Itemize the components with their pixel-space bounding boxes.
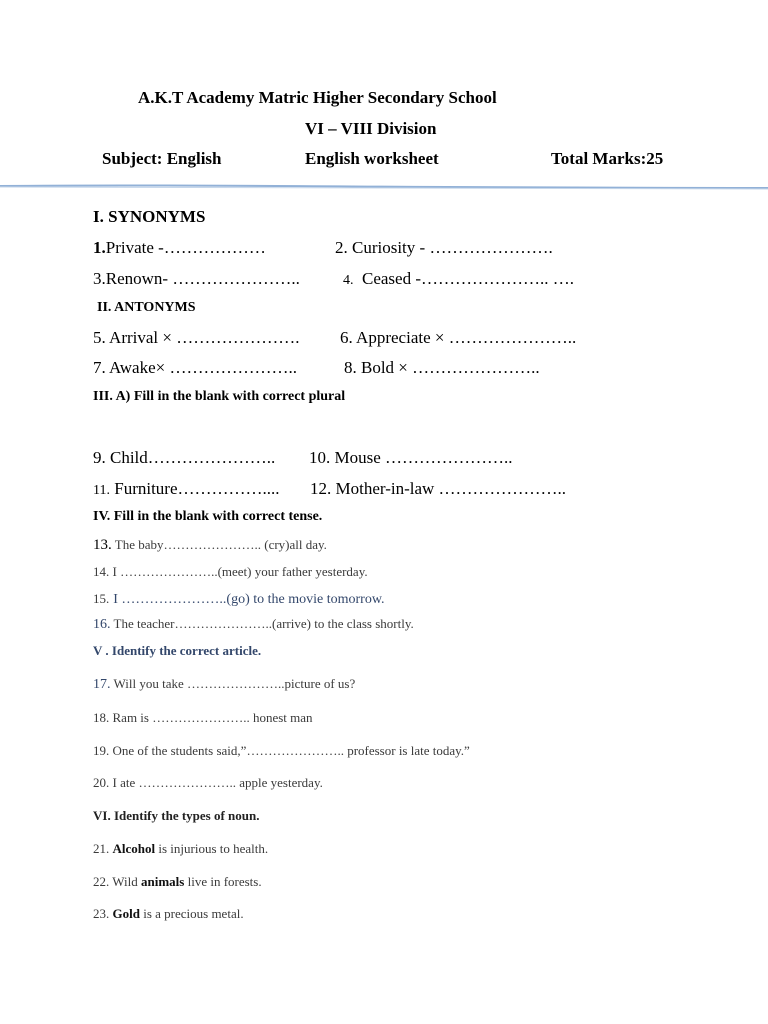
question-21-keyword: Alcohol (112, 841, 156, 856)
question-20: 20. I ate ………………….. apple yesterday. (93, 775, 323, 790)
header-divider (0, 184, 768, 190)
question-22-text: live in forests. (187, 874, 262, 889)
question-17 (93, 676, 355, 693)
question-11 (93, 479, 280, 499)
question-21-text: is injurious to health. (158, 841, 269, 856)
question-18: 18. Ram is ………………….. honest man (93, 710, 313, 725)
question-1-number: 1. (93, 238, 106, 257)
question-22-prefix: 22. Wild (93, 874, 138, 889)
worksheet-title: English worksheet (305, 149, 439, 168)
question-9: 9. Child………………….. (93, 448, 276, 467)
question-1-text: Private -……………… (105, 238, 266, 257)
question-3: 3.Renown- ………………….. (93, 269, 300, 288)
question-7: 7. Awake× ………………….. (93, 358, 297, 377)
section-article-title: V . Identify the correct article. (93, 643, 262, 658)
question-17-text: Will you take …………………..picture of us? (113, 676, 356, 691)
section-noun-title: VI. Identify the types of noun. (93, 808, 260, 823)
question-14: 14. I …………………..(meet) your father yesterday. (93, 564, 368, 579)
question-4 (343, 269, 574, 289)
question-23 (93, 906, 244, 922)
question-13 (93, 537, 327, 554)
question-22-keyword: animals (141, 874, 185, 889)
section-plural-title: III. A) Fill in the blank with correct plural (93, 389, 346, 404)
section-synonyms-title: I. SYNONYMS (93, 207, 206, 226)
question-11-text: Furniture…………….... (114, 479, 280, 498)
question-19: 19. One of the students said,”………………….. professor is late today.” (93, 743, 470, 758)
question-5: 5. Arrival × …………………. (93, 328, 300, 347)
total-marks: Total Marks:25 (551, 149, 664, 168)
question-6: 6. Appreciate × ………………….. (340, 328, 577, 347)
question-21-number: 21. (93, 841, 110, 856)
question-15-number: 15. (93, 591, 110, 606)
question-23-keyword: Gold (112, 906, 140, 921)
question-4-number: 4. (343, 273, 354, 288)
question-2: 2. Curiosity - …………………. (335, 238, 553, 257)
question-17-number: 17. (93, 677, 111, 692)
section-antonyms-title: II. ANTONYMS (97, 300, 196, 315)
section-tense-title: IV. Fill in the blank with correct tense. (93, 509, 323, 524)
question-22 (93, 874, 262, 890)
question-21 (93, 841, 268, 857)
school-name: A.K.T Academy Matric Higher Secondary School (138, 88, 497, 107)
question-1 (93, 238, 266, 258)
question-13-number: 13. (93, 537, 112, 553)
division-title: VI – VIII Division (305, 119, 437, 138)
question-16-text: The teacher…………………..(arrive) to the class shortly. (113, 616, 414, 631)
question-16 (93, 616, 414, 633)
question-11-number: 11. (93, 483, 110, 498)
question-15 (93, 590, 385, 608)
subject-label: Subject: English (102, 149, 222, 168)
question-15-text: I …………………..(go) to the movie tomorrow. (113, 592, 385, 607)
question-10: 10. Mouse ………………….. (309, 448, 513, 467)
question-23-number: 23. (93, 906, 110, 921)
question-13-text: The baby………………….. (cry)all day. (114, 537, 327, 552)
question-8: 8. Bold × ………………….. (344, 358, 540, 377)
question-23-text: is a precious metal. (143, 906, 244, 921)
question-12: 12. Mother-in-law ………………….. (310, 479, 567, 498)
question-16-number: 16. (93, 617, 111, 632)
question-4-text: Ceased -………………….. …. (362, 269, 575, 288)
